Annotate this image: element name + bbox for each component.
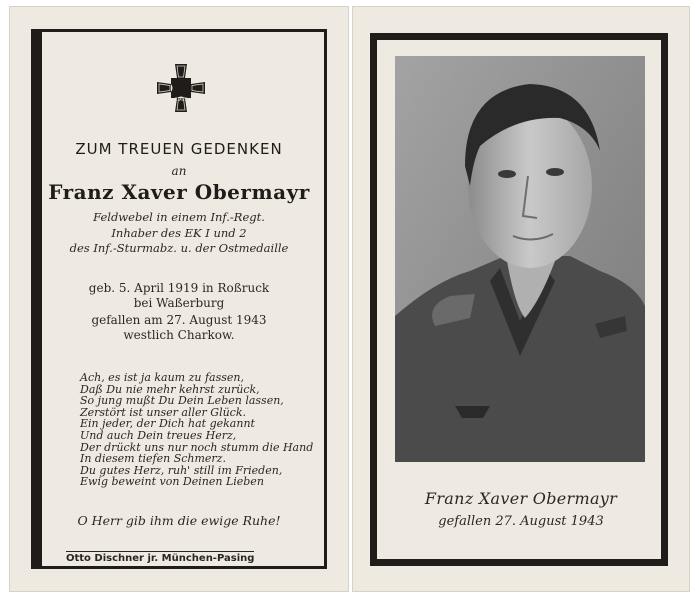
dedication-word: an [171,164,187,178]
award-line: Inhaber des EK I und 2 [111,226,247,240]
rank-line: Feldwebel in einem Inf.-Regt. [93,210,265,224]
poem-line: Ewig beweint von Deinen Lieben [80,475,264,489]
cross-year-text: 1939 [174,97,188,103]
memorial-card-photo-panel [352,6,690,592]
death-place-line: westlich Charkow. [123,328,235,342]
portrait-caption-name: Franz Xaver Obermayr [424,489,618,508]
prayer-line: O Herr gib ihm die ewige Ruhe! [77,513,281,528]
death-line: gefallen am 27. August 1943 [91,313,267,327]
memorial-heading: ZUM TREUEN GEDENKEN [75,140,283,158]
memorial-card-text-panel [9,6,349,592]
portrait-caption-date: gefallen 27. August 1943 [438,514,604,529]
poem-line: Ach, es ist ja kaum zu fassen, [80,371,245,384]
poem-line: Zerstört ist unser aller Glück. [80,405,247,419]
poem-line: Ein jeder, der Dich hat gekannt [80,417,255,431]
birth-line: geb. 5. April 1919 in Roßruck [88,281,270,295]
birth-place-line: bei Waßerburg [133,296,225,310]
soldier-portrait-photo [395,56,645,462]
poem-line: Der drückt uns nur noch stumm die Hand [80,440,314,454]
poem-line: Du gutes Herz, ruh' still im Frieden, [80,463,283,477]
iron-cross-icon [155,62,207,114]
printer-imprint: Otto Dischner jr. München-Pasing [66,553,255,564]
deceased-name: Franz Xaver Obermayr [48,180,310,204]
poem-line: In diesem tiefen Schmerz. [80,452,226,466]
memorial-poem [80,372,313,488]
poem-line: Daß Du nie mehr kehrst zurück, [80,382,260,396]
poem-line: Und auch Dein treues Herz, [80,428,237,442]
poem-line: So jung mußt Du Dein Leben lassen, [80,394,284,408]
award-line: des Inf.-Sturmabz. u. der Ostmedaille [69,241,289,255]
